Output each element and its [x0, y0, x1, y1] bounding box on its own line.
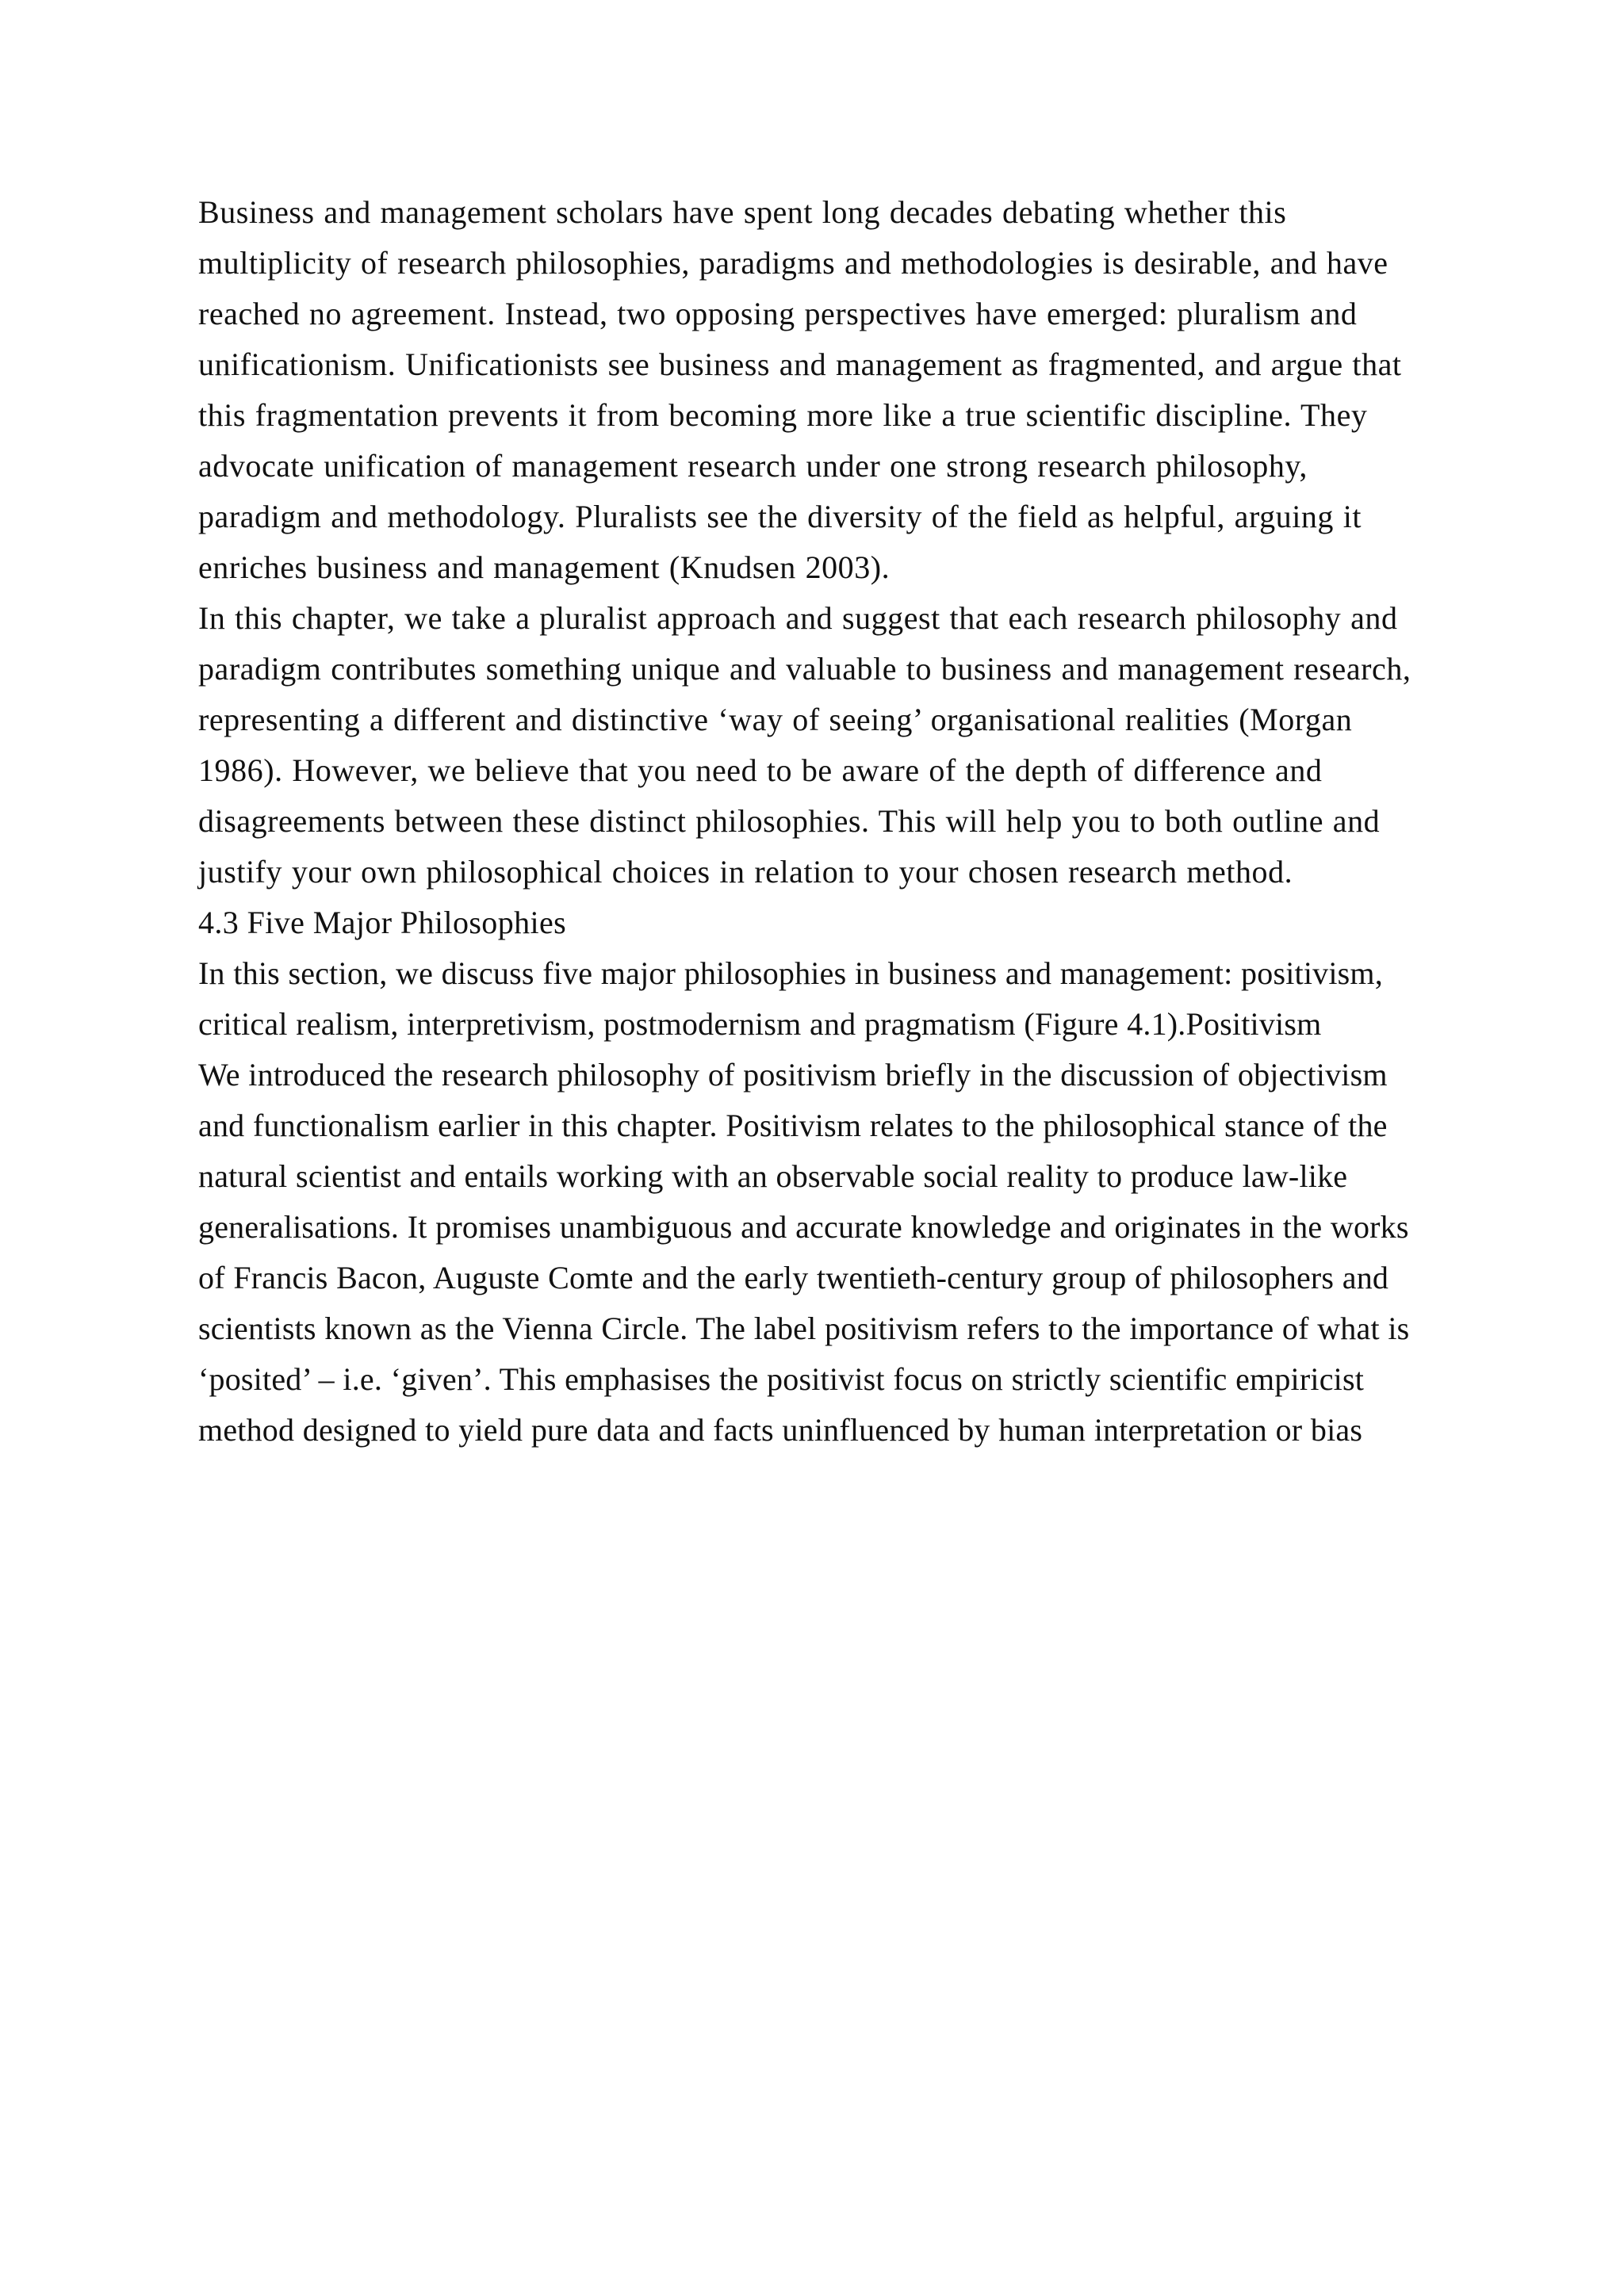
paragraph-five-philosophies-intro: In this section, we discuss five major philosophies in business and management: positivism, critical realism, interpretivism, postmodernism and pragmatism (Figure 4.1).Positivism: [198, 955, 1383, 1042]
paragraph-pluralist-approach: In this chapter, we take a pluralist approach and suggest that each research philosophy and paradigm contributes something unique and valuable to business and management research, representing a different and distinctive ‘way of seeing’ organisational realities (Morgan 1986). However, we believe that you need to be aware of the depth of difference and disagreements between these distinct philosophies. This will help you to both outline and justify your own philosophical choices in relation to your chosen research method.: [198, 600, 1411, 890]
section-heading-4-3: 4.3 Five Major Philosophies: [198, 905, 567, 940]
body-text-column: [198, 187, 1423, 1456]
paragraph-positivism: We introduced the research philosophy of positivism briefly in the discussion of objectivism and functionalism earlier in this chapter. Positivism relates to the philosophical stance of the natural scientist and entails working with an observable social reality to produce law-like generalisations. It promises unambiguous and accurate knowledge and originates in the works of Francis Bacon, Auguste Comte and the early twentieth-century group of philosophers and scientists known as the Vienna Circle. The label positivism refers to the importance of what is ‘posited’ – i.e. ‘given’. This emphasises the positivist focus on strictly scientific empiricist method designed to yield pure data and facts uninfluenced by human interpretation or bias: [198, 1057, 1410, 1448]
paragraph-pluralism-unificationism: Business and management scholars have spent long decades debating whether this multiplicity of research philosophies, paradigms and methodologies is desirable, and have reached no agreement. Instead, two opposing perspectives have emerged: pluralism and unificationism. Unificationists see business and management as fragmented, and argue that this fragmentation prevents it from becoming more like a true scientific discipline. They advocate unification of management research under one strong research philosophy, paradigm and methodology. Pluralists see the diversity of the field as helpful, arguing it enriches business and management (Knudsen 2003).: [198, 194, 1402, 585]
